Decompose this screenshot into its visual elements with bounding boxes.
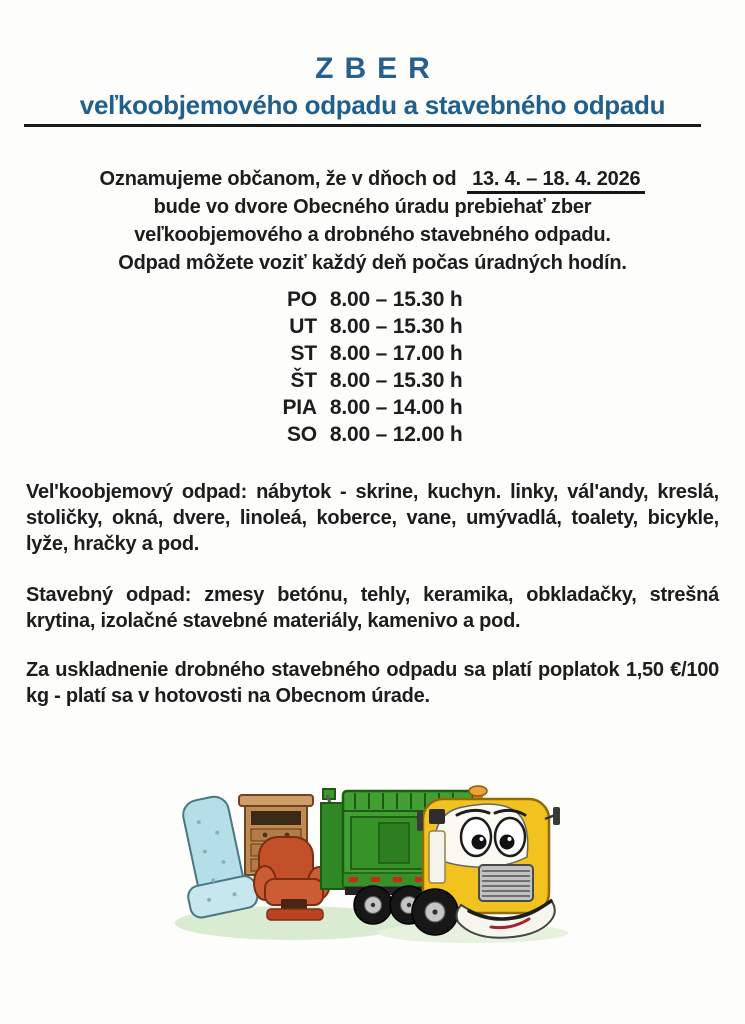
day-label: ST <box>290 342 317 365</box>
time-range: 8.00 – 15.30 h <box>329 369 463 392</box>
day-label: PO <box>286 288 317 311</box>
title-underline <box>24 124 701 127</box>
page-subtitle: veľkoobjemového odpadu a stavebného odpadu <box>79 90 666 120</box>
truck-rear-hopper <box>321 789 345 889</box>
construction-waste-paragraph: Stavebný odpad: zmesy betónu, tehly, keramika, obkladačky, strešná krytina, izolačné stavebné materiály, kamenivo a pod. <box>26 584 719 632</box>
fee-paragraph: Za uskladnenie drobného stavebného odpadu sa platí poplatok 1,50 €/100 kg - platí sa v hotovosti na Obecnom úrade. <box>26 659 719 707</box>
intro-line-1 <box>0 165 745 193</box>
page-title: ZBER <box>315 52 441 85</box>
table-row <box>282 421 462 448</box>
pupil <box>499 835 514 850</box>
time-range: 8.00 – 15.30 h <box>329 315 463 338</box>
time-range: 8.00 – 12.00 h <box>329 423 463 446</box>
intro-line-3: veľkoobjemového a drobného stavebného odpadu. <box>134 224 611 246</box>
table-row <box>282 367 462 394</box>
time-range: 8.00 – 14.00 h <box>329 396 463 419</box>
announcement-header <box>0 0 745 127</box>
table-row <box>282 313 462 340</box>
table-row <box>282 340 462 367</box>
time-range: 8.00 – 17.00 h <box>329 342 463 365</box>
intro-line-1-text: Oznamujeme občanom, že v dňoch od <box>99 168 457 190</box>
side-mirror <box>417 811 423 831</box>
intro-line-4: Odpad môžete voziť každý deň počas úradných hodín. <box>118 252 627 274</box>
intro-line-2: bude vo dvore Obecného úradu prebiehať zber <box>153 196 592 218</box>
side-mirror <box>553 807 560 825</box>
illustration-garbage-truck <box>0 765 745 950</box>
door-stripe <box>429 831 445 883</box>
time-range: 8.00 – 15.30 h <box>329 288 463 311</box>
day-label: SO <box>286 423 317 446</box>
table-row <box>282 286 462 313</box>
opening-hours-table <box>282 286 462 448</box>
intro-paragraph <box>0 165 745 277</box>
table-row <box>282 394 462 421</box>
pupil <box>471 835 486 850</box>
collection-date-range: 13. 4. – 18. 4. 2026 <box>467 168 645 194</box>
garbage-truck-clipart <box>173 765 573 950</box>
day-label: UT <box>289 315 317 338</box>
day-label: ŠT <box>290 369 317 392</box>
front-wheel <box>412 889 458 935</box>
day-label: PIA <box>282 396 317 419</box>
bulky-waste-paragraph: Vel'koobjemový odpad: nábytok - skrine, kuchyn. linky, vál'andy, kreslá, stoličky, okná, dvere, linoleá, koberce, vane, umývadlá, toalety, bicykle, lyže, hračky a pod. <box>26 481 719 555</box>
